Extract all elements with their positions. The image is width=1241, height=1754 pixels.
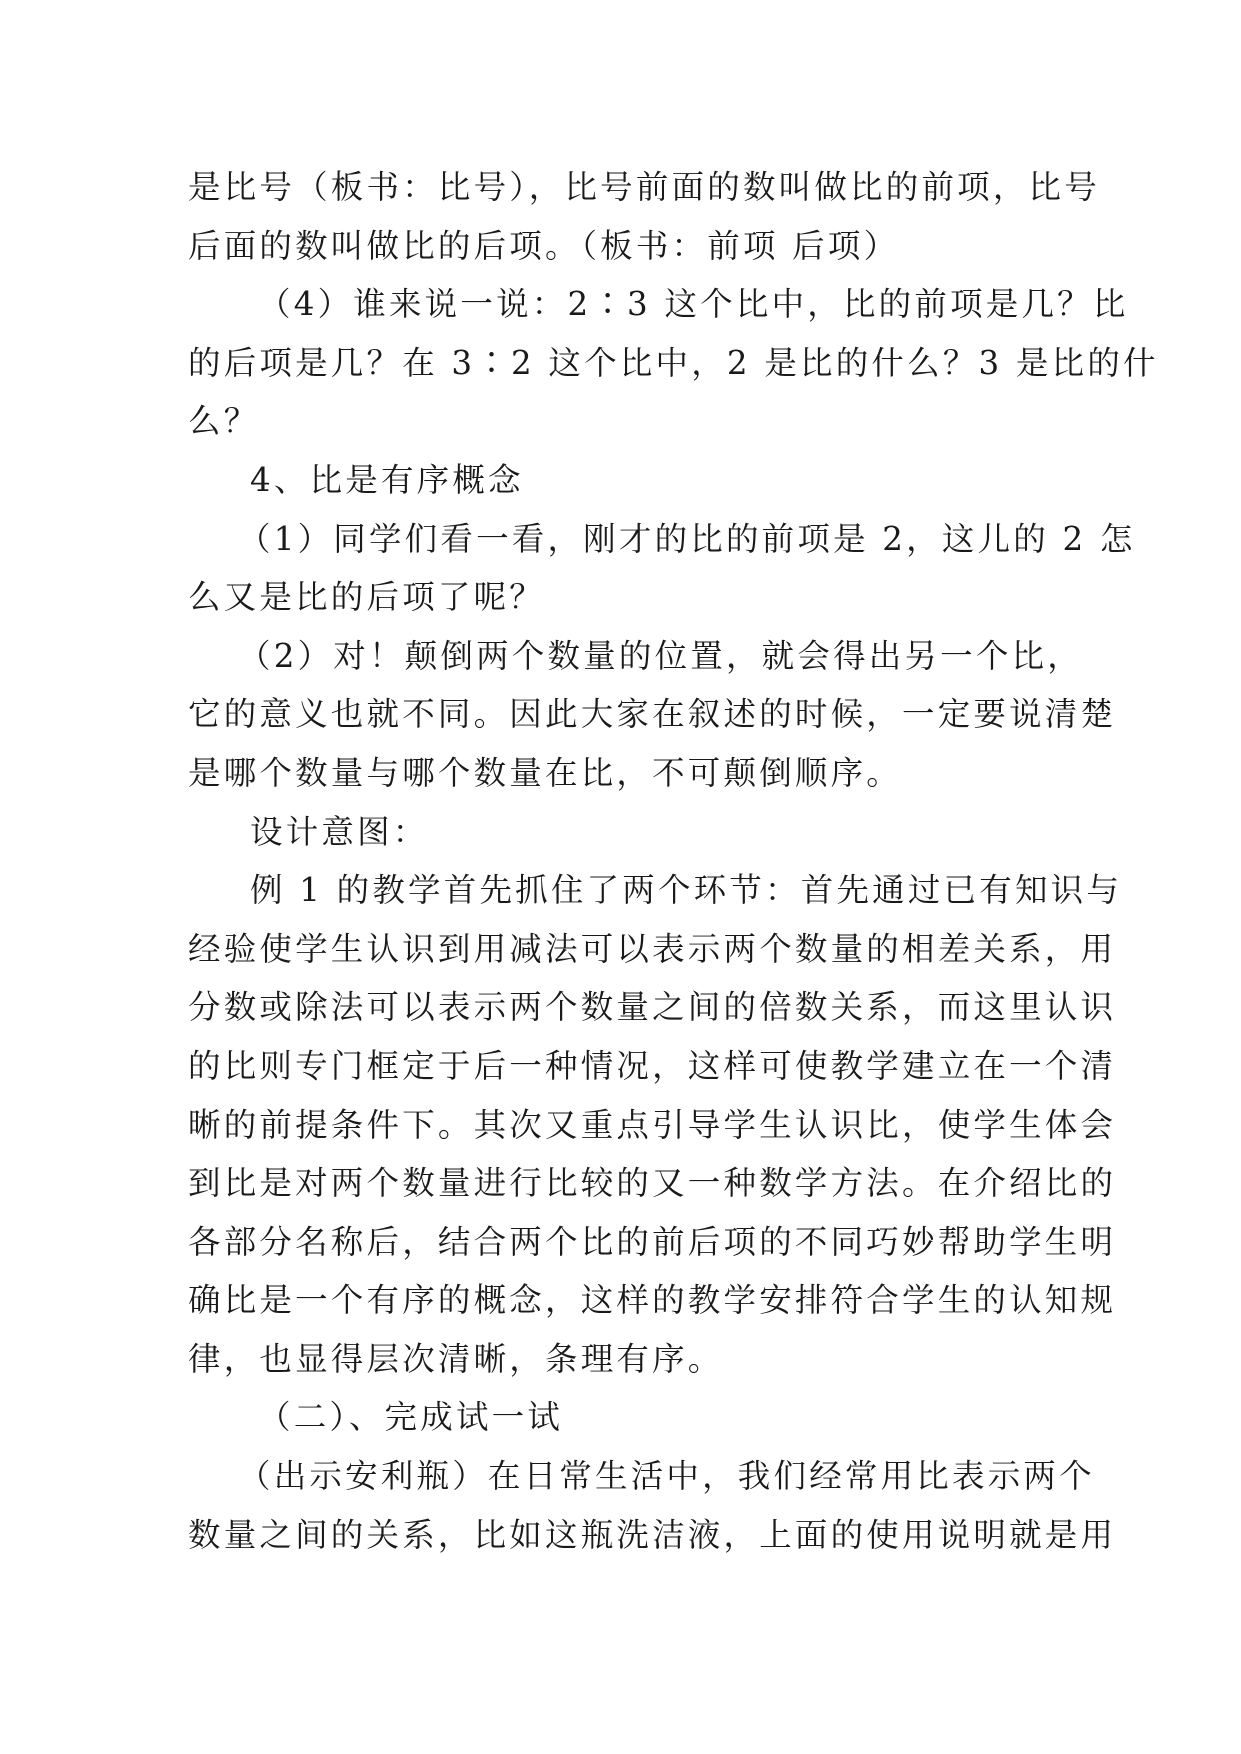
text-line: 各部分名称后，结合两个比的前后项的不同巧妙帮助学生明 xyxy=(188,1222,1117,1261)
text-line: 么？ xyxy=(188,402,260,441)
text-line: （出示安利瓶）在日常生活中，我们经常用比表示两个 xyxy=(238,1457,1095,1496)
section-heading: 4、比是有序概念 xyxy=(250,460,524,499)
text-line: 晰的前提条件下。其次又重点引导学生认识比，使学生体会 xyxy=(188,1105,1117,1144)
text-line: 到比是对两个数量进行比较的又一种数学方法。在介绍比的 xyxy=(188,1164,1117,1203)
text-line: 分数或除法可以表示两个数量之间的倍数关系，而这里认识 xyxy=(188,988,1117,1027)
text-line: 它的意义也就不同。因此大家在叙述的时候，一定要说清楚 xyxy=(188,695,1117,734)
text-line: （1）同学们看一看，刚才的比的前项是 2，这儿的 2 怎 xyxy=(238,519,1136,558)
text-line: 的后项是几？在 3∶2 这个比中，2 是比的什么？3 是比的什 xyxy=(188,343,1159,382)
text-line: （2）对！颠倒两个数量的位置，就会得出另一个比， xyxy=(238,636,1083,675)
text-line: 后面的数叫做比的后项。（板书：前项 后项） xyxy=(188,226,900,265)
text-line: 经验使学生认识到用减法可以表示两个数量的相差关系，用 xyxy=(188,929,1117,968)
text-line: 的比则专门框定于后一种情况，这样可使教学建立在一个清 xyxy=(188,1046,1117,1085)
section-heading: （二）、完成试一试 xyxy=(258,1398,564,1437)
text-line: 确比是一个有序的概念，这样的教学安排符合学生的认知规 xyxy=(188,1281,1117,1320)
text-line: 是比号（板书：比号），比号前面的数叫做比的前项，比号 xyxy=(188,168,1100,206)
text-line: （4）谁来说一说：2∶3 这个比中，比的前项是几？比 xyxy=(258,285,1129,324)
document-body xyxy=(188,158,1159,1564)
text-line: 么又是比的后项了呢？ xyxy=(188,578,546,617)
text-line: 是哪个数量与哪个数量在比，不可颠倒顺序。 xyxy=(188,753,903,792)
text-line: 例 1 的教学首先抓住了两个环节：首先通过已有知识与 xyxy=(250,871,1123,910)
text-line: 律，也显得层次清晰，条理有序。 xyxy=(188,1339,724,1378)
text-line: 数量之间的关系，比如这瓶洗洁液，上面的使用说明就是用 xyxy=(188,1515,1117,1554)
section-heading: 设计意图： xyxy=(250,812,429,851)
